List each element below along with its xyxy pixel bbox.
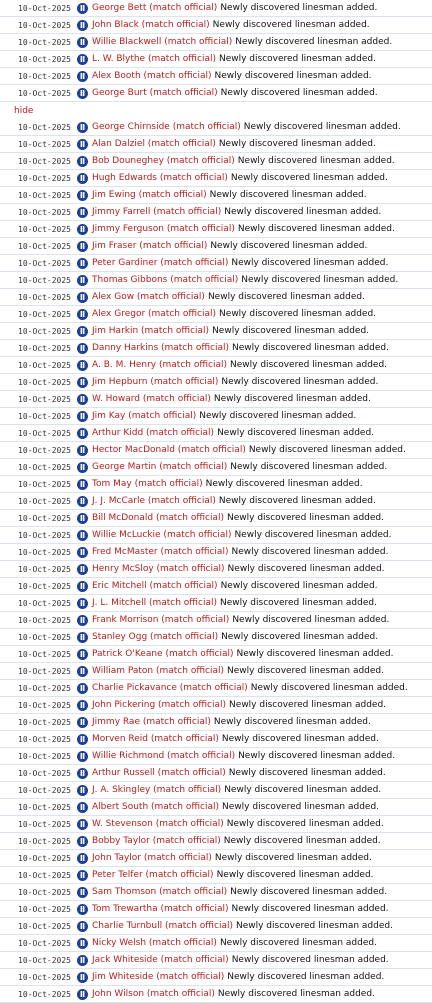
match-official-icon: Ⅱ	[77, 292, 88, 303]
match-official-icon: Ⅱ	[77, 139, 88, 150]
match-official-icon: Ⅱ	[77, 428, 88, 439]
official-link[interactable]: Jack Whiteside (match official)	[92, 955, 229, 965]
match-official-icon: Ⅱ	[77, 598, 88, 609]
official-link[interactable]: Frank Morrison (match official)	[92, 615, 230, 625]
match-official-icon: Ⅱ	[77, 530, 88, 541]
log-date: 10-Oct-2025	[18, 564, 71, 574]
match-official-icon: Ⅱ	[77, 819, 88, 830]
log-description: Newly discovered linesman added.	[231, 955, 389, 965]
official-link[interactable]: Jim Whiteside (match official)	[92, 972, 225, 982]
match-official-icon: Ⅱ	[77, 768, 88, 779]
log-description: Newly discovered linesman added.	[224, 207, 382, 217]
log-date: 10-Oct-2025	[18, 88, 71, 98]
log-row	[0, 969, 432, 986]
log-date: 10-Oct-2025	[18, 258, 71, 268]
match-official-icon: Ⅱ	[77, 581, 88, 592]
match-official-icon: Ⅱ	[77, 751, 88, 762]
match-official-icon: Ⅱ	[77, 666, 88, 677]
log-row	[0, 612, 432, 629]
official-link[interactable]: Alex Booth (match official)	[92, 71, 212, 81]
log-row	[0, 391, 432, 408]
log-date: 10-Oct-2025	[18, 819, 71, 829]
log-description: Newly discovered linesman added.	[237, 224, 395, 234]
official-link[interactable]: John Pickering (match official)	[92, 700, 227, 710]
official-link[interactable]: Charlie Turnbull (match official)	[92, 921, 233, 931]
official-link[interactable]: A. B. M. Henry (match official)	[92, 360, 228, 370]
official-link[interactable]: Jim Ewing (match official)	[92, 190, 207, 200]
log-description: Newly discovered linesman added.	[236, 649, 394, 659]
log-date: 10-Oct-2025	[18, 513, 71, 523]
official-link[interactable]: Hugh Edwards (match official)	[92, 173, 228, 183]
log-date: 10-Oct-2025	[18, 20, 71, 30]
log-row	[0, 204, 432, 221]
log-row	[0, 0, 432, 17]
official-link[interactable]: Willie McLuckie (match official)	[92, 530, 232, 540]
update-log-group-top	[0, 0, 432, 102]
official-link[interactable]: Stanley Ogg (match official)	[92, 632, 219, 642]
log-row	[0, 51, 432, 68]
log-date: 10-Oct-2025	[18, 292, 71, 302]
log-description: Newly discovered linesman added.	[231, 258, 389, 268]
log-description: Newly discovered linesman added.	[218, 496, 376, 506]
log-row	[0, 17, 432, 34]
match-official-icon: Ⅱ	[77, 887, 88, 898]
log-date: 10-Oct-2025	[18, 241, 71, 251]
log-row	[0, 221, 432, 238]
match-official-icon: Ⅱ	[77, 156, 88, 167]
log-date: 10-Oct-2025	[18, 275, 71, 285]
official-link[interactable]: J. J. McCarle (match official)	[92, 496, 216, 506]
match-official-icon: Ⅱ	[77, 989, 88, 1000]
match-official-icon: Ⅱ	[77, 190, 88, 201]
official-link[interactable]: Arthur Russell (match official)	[92, 768, 226, 778]
log-row	[0, 850, 432, 867]
log-date: 10-Oct-2025	[18, 224, 71, 234]
log-description: Newly discovered linesman added.	[226, 819, 384, 829]
log-row	[0, 85, 432, 102]
log-description: Newly discovered linesman added.	[209, 190, 367, 200]
log-date: 10-Oct-2025	[18, 156, 71, 166]
official-link[interactable]: Alex Gow (match official)	[92, 292, 205, 302]
log-date: 10-Oct-2025	[18, 785, 71, 795]
match-official-icon: Ⅱ	[77, 343, 88, 354]
official-link[interactable]: George Chirnside (match official)	[92, 122, 241, 132]
log-row	[0, 187, 432, 204]
official-link[interactable]: Willie Richmond (match official)	[92, 751, 236, 761]
log-date: 10-Oct-2025	[18, 496, 71, 506]
official-link[interactable]: Eric Mitchell (match official)	[92, 581, 218, 591]
log-date: 10-Oct-2025	[18, 360, 71, 370]
match-official-icon: Ⅱ	[77, 836, 88, 847]
log-date: 10-Oct-2025	[18, 836, 71, 846]
log-row	[0, 238, 432, 255]
log-description: Newly discovered linesman added.	[214, 853, 372, 863]
log-row	[0, 255, 432, 272]
match-official-icon: Ⅱ	[77, 309, 88, 320]
log-row	[0, 731, 432, 748]
official-link[interactable]: Jim Hepburn (match official)	[92, 377, 219, 387]
match-official-icon: Ⅱ	[77, 394, 88, 405]
log-date: 10-Oct-2025	[18, 632, 71, 642]
official-link[interactable]: Charlie Pickavance (match official)	[92, 683, 248, 693]
log-date: 10-Oct-2025	[18, 802, 71, 812]
official-link[interactable]: Jimmy Ferguson (match official)	[92, 224, 235, 234]
log-row	[0, 748, 432, 765]
log-date: 10-Oct-2025	[18, 700, 71, 710]
log-row	[0, 561, 432, 578]
official-link[interactable]: Tom Trewartha (match official)	[92, 904, 229, 914]
match-official-icon: Ⅱ	[77, 241, 88, 252]
log-row	[0, 408, 432, 425]
log-description: Newly discovered linesman added.	[227, 513, 384, 523]
match-official-icon: Ⅱ	[77, 802, 88, 813]
log-description: Newly discovered linesman added.	[231, 547, 389, 557]
log-date: 10-Oct-2025	[18, 870, 71, 880]
log-row	[0, 34, 432, 51]
match-official-icon: Ⅱ	[77, 360, 88, 371]
log-description: Newly discovered linesman added.	[221, 734, 379, 744]
log-date: 10-Oct-2025	[18, 479, 71, 489]
log-date: 10-Oct-2025	[18, 955, 71, 965]
log-description: Newly discovered linesman added.	[213, 394, 371, 404]
log-description: Newly discovered linesman added.	[219, 938, 377, 948]
log-description: Newly discovered linesman added.	[207, 292, 365, 302]
match-official-icon: Ⅱ	[77, 547, 88, 558]
official-link[interactable]: J. L. Mitchell (match official)	[92, 598, 217, 608]
log-date: 10-Oct-2025	[18, 462, 71, 472]
log-date: 10-Oct-2025	[18, 666, 71, 676]
log-date: 10-Oct-2025	[18, 445, 71, 455]
log-row	[0, 935, 432, 952]
log-date: 10-Oct-2025	[18, 751, 71, 761]
official-link[interactable]: John Black (match official)	[92, 20, 210, 30]
log-row	[0, 527, 432, 544]
log-row	[0, 595, 432, 612]
official-link[interactable]: Arthur Kidd (match official)	[92, 428, 215, 438]
official-link[interactable]: Fred McMaster (match official)	[92, 547, 229, 557]
log-date: 10-Oct-2025	[18, 581, 71, 591]
log-description: Newly discovered linesman added.	[218, 139, 376, 149]
match-official-icon: Ⅱ	[77, 37, 88, 48]
log-row	[0, 816, 432, 833]
log-description: Newly discovered linesman added.	[230, 887, 388, 897]
match-official-icon: Ⅱ	[77, 785, 88, 796]
log-date: 10-Oct-2025	[18, 649, 71, 659]
match-official-icon: Ⅱ	[77, 734, 88, 745]
log-description: Newly discovered linesman added.	[220, 3, 378, 13]
match-official-icon: Ⅱ	[77, 54, 88, 65]
log-description: Newly discovered linesman added.	[241, 275, 399, 285]
log-row	[0, 714, 432, 731]
official-link[interactable]: Albert South (match official)	[92, 802, 220, 812]
log-row	[0, 153, 432, 170]
log-description: Newly discovered linesman added.	[219, 598, 377, 608]
log-row	[0, 323, 432, 340]
match-official-icon: Ⅱ	[77, 258, 88, 269]
log-date: 10-Oct-2025	[18, 377, 71, 387]
official-link[interactable]: Jim Fraser (match official)	[92, 241, 208, 251]
log-description: Newly discovered linesman added.	[219, 309, 377, 319]
log-row	[0, 357, 432, 374]
log-row	[0, 493, 432, 510]
official-link[interactable]: W. Howard (match official)	[92, 394, 211, 404]
log-row	[0, 884, 432, 901]
log-date: 10-Oct-2025	[18, 683, 71, 693]
official-link[interactable]: William Paton (match official)	[92, 666, 225, 676]
hide-toggle-row	[0, 102, 432, 119]
log-description: Newly discovered linesman added.	[217, 428, 375, 438]
log-row	[0, 901, 432, 918]
official-link[interactable]: Morven Reid (match official)	[92, 734, 219, 744]
official-link[interactable]: Willie Blackwell (match official)	[92, 37, 233, 47]
log-description: Newly discovered linesman added.	[216, 870, 374, 880]
match-official-icon: Ⅱ	[77, 173, 88, 184]
official-link[interactable]: L. W. Blythe (match official)	[92, 54, 216, 64]
log-date: 10-Oct-2025	[18, 734, 71, 744]
log-row	[0, 952, 432, 969]
log-description: Newly discovered linesman added.	[250, 683, 408, 693]
log-description: Newly discovered linesman added.	[232, 615, 390, 625]
official-link[interactable]: Peter Telfer (match official)	[92, 870, 214, 880]
log-date: 10-Oct-2025	[18, 37, 71, 47]
log-row	[0, 119, 432, 136]
official-link[interactable]: Tom May (match official)	[92, 479, 203, 489]
log-date: 10-Oct-2025	[18, 343, 71, 353]
match-official-icon: Ⅱ	[77, 496, 88, 507]
log-description: Newly discovered linesman added.	[205, 479, 363, 489]
log-row	[0, 986, 432, 1003]
log-date: 10-Oct-2025	[18, 615, 71, 625]
official-link[interactable]: Peter Gardiner (match official)	[92, 258, 229, 268]
log-row	[0, 510, 432, 527]
log-row	[0, 918, 432, 935]
match-official-icon: Ⅱ	[77, 20, 88, 31]
match-official-icon: Ⅱ	[77, 564, 88, 575]
update-log-group-bottom	[0, 119, 432, 1003]
match-official-icon: Ⅱ	[77, 921, 88, 932]
official-link[interactable]: Alan Dalziel (match official)	[92, 139, 216, 149]
log-description: Newly discovered linesman added.	[231, 904, 389, 914]
log-description: Newly discovered linesman added.	[243, 122, 401, 132]
log-date: 10-Oct-2025	[18, 717, 71, 727]
log-description: Newly discovered linesman added.	[218, 54, 376, 64]
log-row	[0, 867, 432, 884]
log-date: 10-Oct-2025	[18, 122, 71, 132]
match-official-icon: Ⅱ	[77, 207, 88, 218]
log-row	[0, 442, 432, 459]
log-row	[0, 765, 432, 782]
log-date: 10-Oct-2025	[18, 309, 71, 319]
log-row	[0, 459, 432, 476]
log-date: 10-Oct-2025	[18, 3, 71, 13]
match-official-icon: Ⅱ	[77, 445, 88, 456]
log-description: Newly discovered linesman added.	[227, 564, 385, 574]
log-date: 10-Oct-2025	[18, 530, 71, 540]
official-link[interactable]: Thomas Gibbons (match official)	[92, 275, 239, 285]
match-official-icon: Ⅱ	[77, 71, 88, 82]
log-row	[0, 544, 432, 561]
official-link[interactable]: Jimmy Rae (match official)	[92, 717, 211, 727]
log-row	[0, 782, 432, 799]
official-link[interactable]: Alex Gregor (match official)	[92, 309, 217, 319]
official-link[interactable]: Jimmy Farrell (match official)	[92, 207, 222, 217]
log-row	[0, 272, 432, 289]
log-date: 10-Oct-2025	[18, 938, 71, 948]
match-official-icon: Ⅱ	[77, 972, 88, 983]
log-date: 10-Oct-2025	[18, 326, 71, 336]
log-row	[0, 578, 432, 595]
log-date: 10-Oct-2025	[18, 428, 71, 438]
log-description: Newly discovered linesman added.	[230, 173, 388, 183]
log-description: Newly discovered linesman added.	[217, 989, 375, 999]
log-description: Newly discovered linesman added.	[210, 241, 368, 251]
log-description: Newly discovered linesman added.	[230, 462, 388, 472]
log-row	[0, 340, 432, 357]
official-link[interactable]: Jim Harkin (match official)	[92, 326, 210, 336]
log-date: 10-Oct-2025	[18, 173, 71, 183]
log-description: Newly discovered linesman added.	[212, 20, 370, 30]
log-description: Newly discovered linesman added.	[235, 921, 393, 931]
log-description: Newly discovered linesman added.	[212, 326, 370, 336]
log-row	[0, 289, 432, 306]
log-description: Newly discovered linesman added.	[221, 632, 379, 642]
log-date: 10-Oct-2025	[18, 904, 71, 914]
log-row	[0, 833, 432, 850]
match-official-icon: Ⅱ	[77, 377, 88, 388]
match-official-icon: Ⅱ	[77, 411, 88, 422]
match-official-icon: Ⅱ	[77, 3, 88, 14]
match-official-icon: Ⅱ	[77, 632, 88, 643]
match-official-icon: Ⅱ	[77, 615, 88, 626]
log-date: 10-Oct-2025	[18, 598, 71, 608]
log-row	[0, 68, 432, 85]
log-date: 10-Oct-2025	[18, 768, 71, 778]
official-link[interactable]: John Taylor (match official)	[92, 853, 212, 863]
log-date: 10-Oct-2025	[18, 207, 71, 217]
log-description: Newly discovered linesman added.	[237, 156, 395, 166]
log-description: Newly discovered linesman added.	[227, 972, 385, 982]
log-description: Newly discovered linesman added.	[213, 717, 371, 727]
log-description: Newly discovered linesman added.	[230, 360, 388, 370]
log-date: 10-Oct-2025	[18, 972, 71, 982]
official-link[interactable]: W. Stevenson (match official)	[92, 819, 224, 829]
log-description: Newly discovered linesman added.	[220, 581, 378, 591]
log-row	[0, 136, 432, 153]
log-date: 10-Oct-2025	[18, 394, 71, 404]
official-link[interactable]: John Wilson (match official)	[92, 989, 215, 999]
match-official-icon: Ⅱ	[77, 462, 88, 473]
log-row	[0, 170, 432, 187]
log-date: 10-Oct-2025	[18, 887, 71, 897]
log-description: Newly discovered linesman added.	[221, 377, 379, 387]
official-link[interactable]: George Bett (match official)	[92, 3, 218, 13]
official-link[interactable]: Jim Kay (match official)	[92, 411, 197, 421]
official-link[interactable]: Bob Douneghey (match official)	[92, 156, 235, 166]
match-official-icon: Ⅱ	[77, 938, 88, 949]
official-link[interactable]: J. A. Skingley (match official)	[92, 785, 222, 795]
log-description: Newly discovered linesman added.	[229, 700, 387, 710]
log-description: Newly discovered linesman added.	[224, 785, 382, 795]
match-official-icon: Ⅱ	[77, 955, 88, 966]
log-date: 10-Oct-2025	[18, 54, 71, 64]
log-date: 10-Oct-2025	[18, 921, 71, 931]
log-description: Newly discovered linesman added.	[228, 768, 386, 778]
match-official-icon: Ⅱ	[77, 224, 88, 235]
log-description: Newly discovered linesman added.	[223, 836, 381, 846]
log-row	[0, 425, 432, 442]
log-description: Newly discovered linesman added.	[235, 37, 393, 47]
log-row	[0, 697, 432, 714]
log-description: Newly discovered linesman added.	[248, 445, 406, 455]
match-official-icon: Ⅱ	[77, 649, 88, 660]
match-official-icon: Ⅱ	[77, 122, 88, 133]
official-link[interactable]: Danny Harkins (match official)	[92, 343, 230, 353]
official-link[interactable]: Hector MacDonald (match official)	[92, 445, 246, 455]
log-row	[0, 476, 432, 493]
log-description: Newly discovered linesman added.	[234, 530, 392, 540]
official-link[interactable]: Bill McDonald (match official)	[92, 513, 224, 523]
official-link[interactable]: Henry McSloy (match official)	[92, 564, 225, 574]
log-description: Newly discovered linesman added.	[220, 88, 378, 98]
official-link[interactable]: Sam Thomson (match official)	[92, 887, 228, 897]
log-row	[0, 629, 432, 646]
official-link[interactable]: Nicky Welsh (match official)	[92, 938, 217, 948]
log-description: Newly discovered linesman added.	[238, 751, 396, 761]
log-date: 10-Oct-2025	[18, 71, 71, 81]
match-official-icon: Ⅱ	[77, 275, 88, 286]
log-row	[0, 663, 432, 680]
log-row	[0, 680, 432, 697]
log-date: 10-Oct-2025	[18, 411, 71, 421]
log-date: 10-Oct-2025	[18, 190, 71, 200]
log-description: Newly discovered linesman added.	[222, 802, 380, 812]
match-official-icon: Ⅱ	[77, 88, 88, 99]
match-official-icon: Ⅱ	[77, 700, 88, 711]
log-date: 10-Oct-2025	[18, 853, 71, 863]
log-date: 10-Oct-2025	[18, 139, 71, 149]
match-official-icon: Ⅱ	[77, 683, 88, 694]
match-official-icon: Ⅱ	[77, 479, 88, 490]
log-row	[0, 374, 432, 391]
log-description: Newly discovered linesman added.	[199, 411, 357, 421]
log-date: 10-Oct-2025	[18, 989, 71, 999]
match-official-icon: Ⅱ	[77, 870, 88, 881]
official-link[interactable]: Patrick O'Keane (match official)	[92, 649, 234, 659]
official-link[interactable]: George Martin (match official)	[92, 462, 228, 472]
log-description: Newly discovered linesman added.	[232, 343, 389, 353]
official-link[interactable]: Bobby Taylor (match official)	[92, 836, 221, 846]
match-official-icon: Ⅱ	[77, 904, 88, 915]
log-date: 10-Oct-2025	[18, 547, 71, 557]
log-row	[0, 646, 432, 663]
log-row	[0, 306, 432, 323]
match-official-icon: Ⅱ	[77, 853, 88, 864]
hide-link[interactable]: hide	[14, 105, 34, 116]
match-official-icon: Ⅱ	[77, 326, 88, 337]
match-official-icon: Ⅱ	[77, 513, 88, 524]
log-description: Newly discovered linesman added.	[214, 71, 372, 81]
log-row	[0, 799, 432, 816]
log-description: Newly discovered linesman added.	[227, 666, 384, 676]
official-link[interactable]: George Burt (match official)	[92, 88, 218, 98]
match-official-icon: Ⅱ	[77, 717, 88, 728]
